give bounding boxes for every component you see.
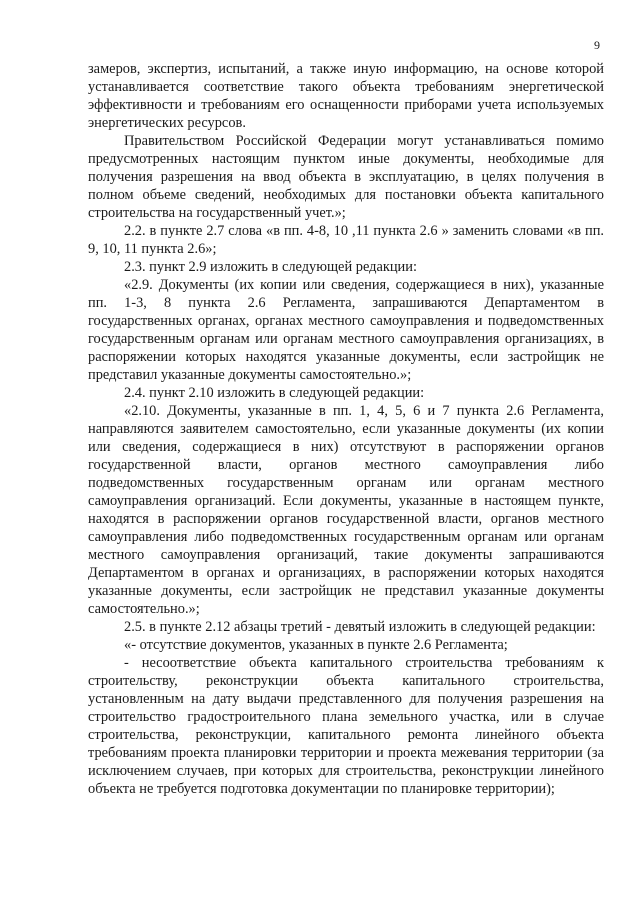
paragraph-measurements: замеров, экспертиз, испытаний, а также иную информацию, на основе которой устанавливается соответствие такого объекта требованиям энергетической эффективности и требованиям его оснащенности приборами учета используемых энергетических ресурсов. bbox=[88, 61, 604, 131]
paragraph-amendment-2-5: 2.5. в пункте 2.12 абзацы третий - девятый изложить в следующей редакции: bbox=[124, 619, 596, 635]
paragraph-amendment-2-3: 2.3. пункт 2.9 изложить в следующей редакции: bbox=[124, 259, 417, 275]
document-body bbox=[88, 60, 604, 798]
paragraph-government-documents: Правительством Российской Федерации могут устанавливаться помимо предусмотренных настоящим пунктом иные документы, необходимые для получения разрешения на ввод объекта в эксплуатацию, в целях получения в полном объеме сведений, необходимых для постановки объекта капитального строительства на государственный учет.»; bbox=[88, 133, 604, 221]
page-number: 9 bbox=[594, 38, 600, 52]
paragraph-clause-2-9: «2.9. Документы (их копии или сведения, содержащиеся в них), указанные пп. 1-3, 8 пункта 2.6 Регламента, запрашиваются Департаментом в государственных органах, органах местного самоуправления и подведомственных государственным органам или органам местного самоуправления организациях, в распоряжении которых находятся указанные документы, если застройщик не представил указанные документы самостоятельно.»; bbox=[88, 277, 604, 383]
paragraph-nonconformity: - несоответствие объекта капитального строительства требованиям к строительству, реконструкции объекта капитального строительства, установленным на дату выдачи представленного для получения разрешения на строительство градостроительного плана земельного участка, или в случае строительства, реконструкции, капитального ремонта линейного объекта требованиям проекта планировки территории и проекта межевания территории (за исключением случаев, при которых для строительства, реконструкции линейного объекта не требуется подготовка документации по планировке территории); bbox=[88, 655, 604, 797]
paragraph-amendment-2-4: 2.4. пункт 2.10 изложить в следующей редакции: bbox=[124, 385, 425, 401]
paragraph-amendment-2-2: 2.2. в пункте 2.7 слова «в пп. 4-8, 10 ,11 пункта 2.6 » заменить словами «в пп. 9, 10, 11 пункта 2.6»; bbox=[88, 223, 604, 257]
paragraph-clause-2-10: «2.10. Документы, указанные в пп. 1, 4, 5, 6 и 7 пункта 2.6 Регламента, направляются заявителем самостоятельно, если указанные документы (их копии или сведения, содержащиеся в них) отсутствуют в распоряжении органов государственной власти, органов местного самоуправления либо подведомственных государственным органам или органам местного самоуправления организаций. Если документы, указанные в настоящем пункте, находятся в распоряжении органов государственной власти, органов местного самоуправления либо подведомственных государственным органам или органам местного самоуправления организаций, такие документы запрашиваются Департаментом в органах и организациях, в распоряжении которых находятся указанные документы, если застройщик не представил указанные документы самостоятельно.»; bbox=[88, 403, 604, 617]
paragraph-absence-of-documents: «- отсутствие документов, указанных в пункте 2.6 Регламента; bbox=[124, 637, 508, 653]
